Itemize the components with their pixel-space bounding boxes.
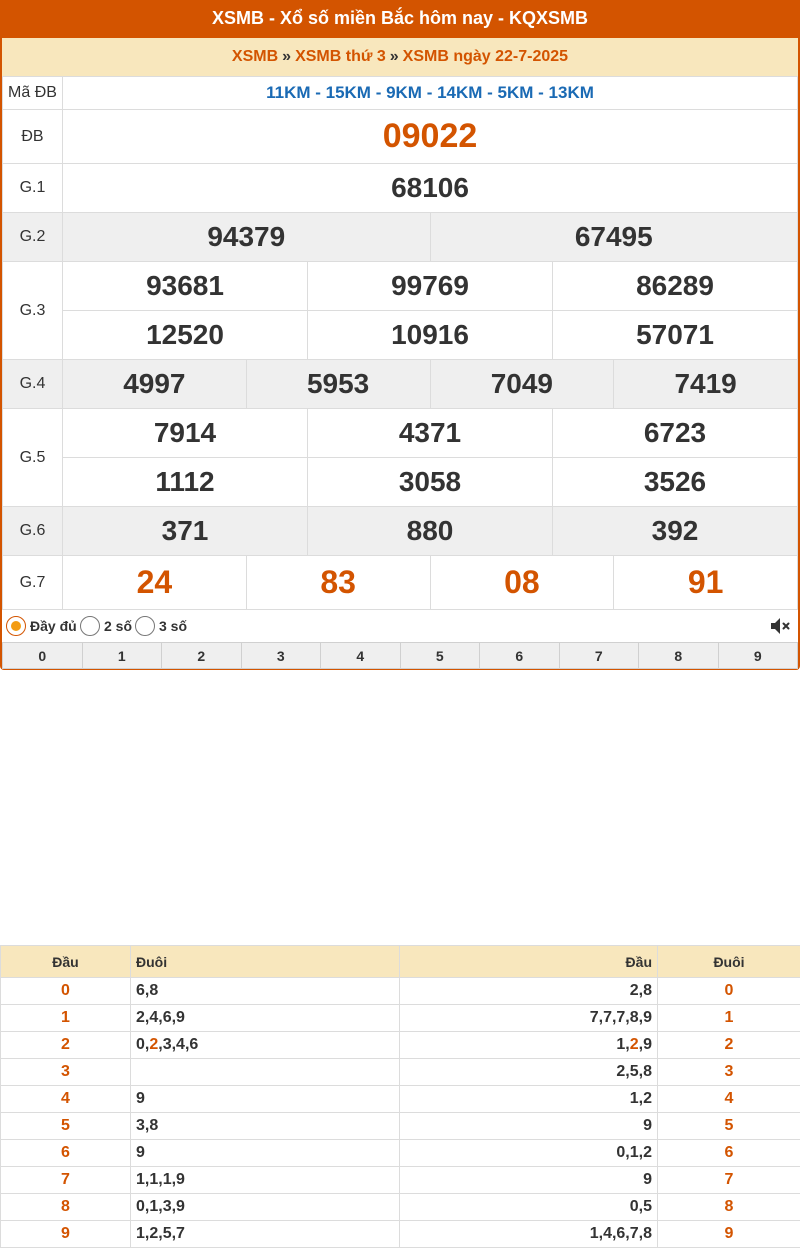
loto-row xyxy=(1,1005,800,1032)
two-digit-option-label[interactable]: 2 số xyxy=(104,618,132,634)
loto-row xyxy=(1,1194,800,1221)
loto-duoi: 1,2,5,7 xyxy=(131,1221,400,1248)
prize-g1-number: 68106 xyxy=(63,164,798,213)
loto-duoi: 0,1,3,9 xyxy=(131,1194,400,1221)
loto-header-dau: Đầu xyxy=(1,946,131,978)
loto-dau: 5 xyxy=(1,1113,131,1140)
prize-g4-number: 4997 xyxy=(63,360,247,409)
loto-dau-list: 1,4,6,7,8 xyxy=(400,1221,658,1248)
breadcrumb-separator: » xyxy=(278,48,295,65)
madb-label: Mã ĐB xyxy=(3,77,63,110)
loto-duoi: 3,8 xyxy=(131,1113,400,1140)
loto-row xyxy=(1,1086,800,1113)
results-table xyxy=(2,76,798,610)
prize-db-number: 09022 xyxy=(63,110,798,164)
loto-duoi: 9 xyxy=(131,1086,400,1113)
loto-duoi-digit: 0 xyxy=(658,978,800,1005)
prize-g4-number: 7049 xyxy=(430,360,614,409)
loto-dau-list: 0,1,2 xyxy=(400,1140,658,1167)
loto-dau-list: 2,8 xyxy=(400,978,658,1005)
breadcrumb-xsmb-link[interactable]: XSMB xyxy=(232,48,278,65)
loto-dau: 8 xyxy=(1,1194,131,1221)
digit-filter-3[interactable]: 3 xyxy=(241,643,321,669)
prize-g3-number: 10916 xyxy=(308,311,553,360)
loto-row xyxy=(1,1059,800,1086)
full-option-label[interactable]: Đầy đủ xyxy=(30,618,77,634)
loto-dau: 0 xyxy=(1,978,131,1005)
loto-duoi-digit: 3 xyxy=(658,1059,800,1086)
loto-duoi: 1,1,1,9 xyxy=(131,1167,400,1194)
digit-filter-1[interactable]: 1 xyxy=(82,643,162,669)
prize-g4-number: 5953 xyxy=(246,360,430,409)
loto-row xyxy=(1,1221,800,1248)
three-digit-option-label[interactable]: 3 số xyxy=(159,618,187,634)
digit-filter-2[interactable]: 2 xyxy=(162,643,242,669)
prize-g7-label: G.7 xyxy=(3,556,63,610)
loto-header-dau: Đầu xyxy=(400,946,658,978)
loto-duoi: 6,8 xyxy=(131,978,400,1005)
loto-dau-list: 2,5,8 xyxy=(400,1059,658,1086)
prize-g6-number: 371 xyxy=(63,507,308,556)
loto-dau: 3 xyxy=(1,1059,131,1086)
digit-filter-bar xyxy=(2,642,798,669)
prize-g3-number: 12520 xyxy=(63,311,308,360)
prize-g3-label: G.3 xyxy=(3,262,63,360)
prize-db-label: ĐB xyxy=(3,110,63,164)
digit-filter-8[interactable]: 8 xyxy=(639,643,719,669)
display-options xyxy=(2,610,798,642)
loto-dau-list: 9 xyxy=(400,1167,658,1194)
breadcrumb-weekday-link[interactable]: XSMB thứ 3 xyxy=(295,48,386,65)
loto-duoi xyxy=(131,1032,400,1059)
loto-header-duoi: Đuôi xyxy=(131,946,400,978)
prize-g5-number: 6723 xyxy=(553,409,798,458)
prize-g3-number: 99769 xyxy=(308,262,553,311)
three-digit-radio[interactable] xyxy=(135,616,155,636)
loto-duoi: 9 xyxy=(131,1140,400,1167)
prize-g6-label: G.6 xyxy=(3,507,63,556)
prize-g4-row xyxy=(3,360,798,409)
volume-off-icon[interactable] xyxy=(768,614,792,638)
prize-g5-number: 7914 xyxy=(63,409,308,458)
prize-g7-number: 24 xyxy=(63,556,247,610)
page-title: XSMB - Xổ số miền Bắc hôm nay - KQXSMB xyxy=(0,0,800,38)
digit-filter-9[interactable]: 9 xyxy=(718,643,798,669)
digit-filter-0[interactable]: 0 xyxy=(3,643,83,669)
loto-dau: 1 xyxy=(1,1005,131,1032)
loto-duoi-digit: 7 xyxy=(658,1167,800,1194)
loto-dau-list: 9 xyxy=(400,1113,658,1140)
prize-g1-label: G.1 xyxy=(3,164,63,213)
loto-duoi-digit: 4 xyxy=(658,1086,800,1113)
prize-g2-number: 67495 xyxy=(430,213,798,262)
loto-duoi-digit: 1 xyxy=(658,1005,800,1032)
prize-g7-number: 08 xyxy=(430,556,614,610)
prize-g5-number: 3058 xyxy=(308,458,553,507)
prize-g1-row xyxy=(3,164,798,213)
loto-dau-list: 0,5 xyxy=(400,1194,658,1221)
prize-g4-label: G.4 xyxy=(3,360,63,409)
loto-duoi: 2,4,6,9 xyxy=(131,1005,400,1032)
breadcrumb-date-link[interactable]: XSMB ngày 22-7-2025 xyxy=(403,48,568,65)
loto-row xyxy=(1,1167,800,1194)
digit-filter-6[interactable]: 6 xyxy=(480,643,560,669)
loto-duoi-digit: 2 xyxy=(658,1032,800,1059)
prize-g2-number: 94379 xyxy=(63,213,431,262)
prize-g4-number: 7419 xyxy=(614,360,798,409)
madb-row xyxy=(3,77,798,110)
full-radio[interactable] xyxy=(6,616,26,636)
breadcrumb xyxy=(2,38,798,76)
loto-duoi-digit: 8 xyxy=(658,1194,800,1221)
loto-dau-list: 7,7,7,8,9 xyxy=(400,1005,658,1032)
prize-g7-row xyxy=(3,556,798,610)
prize-g3-number: 86289 xyxy=(553,262,798,311)
digit-filter-5[interactable]: 5 xyxy=(400,643,480,669)
loto-duoi-highlight: 2 xyxy=(149,1036,158,1053)
prize-g5-number: 4371 xyxy=(308,409,553,458)
prize-g5-number: 1112 xyxy=(63,458,308,507)
loto-row xyxy=(1,1140,800,1167)
loto-duoi-digit: 9 xyxy=(658,1221,800,1248)
prize-g5-number: 3526 xyxy=(553,458,798,507)
prize-g6-number: 392 xyxy=(553,507,798,556)
prize-g6-row xyxy=(3,507,798,556)
loto-duoi-part: 0, xyxy=(136,1036,149,1053)
prize-g2-label: G.2 xyxy=(3,213,63,262)
loto-dau-list: 1,2 xyxy=(400,1086,658,1113)
prize-g2-row xyxy=(3,213,798,262)
loto-dau-list xyxy=(400,1032,658,1059)
loto-dau-part: ,9 xyxy=(639,1036,652,1053)
loto-header-row xyxy=(1,946,800,978)
loto-duoi-digit: 5 xyxy=(658,1113,800,1140)
two-digit-radio[interactable] xyxy=(80,616,100,636)
prize-g3-number: 57071 xyxy=(553,311,798,360)
loto-dau: 2 xyxy=(1,1032,131,1059)
loto-duoi-digit: 6 xyxy=(658,1140,800,1167)
madb-value: 11KM - 15KM - 9KM - 14KM - 5KM - 13KM xyxy=(63,77,798,110)
loto-header-duoi: Đuôi xyxy=(658,946,800,978)
loto-dau: 7 xyxy=(1,1167,131,1194)
loto-duoi-part: ,3,4,6 xyxy=(158,1036,198,1053)
loto-duoi xyxy=(131,1059,400,1086)
prize-g3-number: 93681 xyxy=(63,262,308,311)
prize-g7-number: 83 xyxy=(246,556,430,610)
loto-row xyxy=(1,1113,800,1140)
prize-g5-label: G.5 xyxy=(3,409,63,507)
prize-g5-row xyxy=(3,458,798,507)
loto-dau: 9 xyxy=(1,1221,131,1248)
digit-filter-4[interactable]: 4 xyxy=(321,643,401,669)
loto-dau: 6 xyxy=(1,1140,131,1167)
breadcrumb-separator: » xyxy=(386,48,403,65)
prize-db-row xyxy=(3,110,798,164)
digit-filter-7[interactable]: 7 xyxy=(559,643,639,669)
loto-dau: 4 xyxy=(1,1086,131,1113)
loto-row xyxy=(1,1032,800,1059)
prize-g6-number: 880 xyxy=(308,507,553,556)
prize-g5-row xyxy=(3,409,798,458)
prize-g7-number: 91 xyxy=(614,556,798,610)
prize-g3-row xyxy=(3,262,798,311)
loto-dau-part: 1, xyxy=(616,1036,629,1053)
prize-g3-row xyxy=(3,311,798,360)
loto-dau-highlight: 2 xyxy=(630,1036,639,1053)
loto-row xyxy=(1,978,800,1005)
loto-table xyxy=(0,945,800,1248)
